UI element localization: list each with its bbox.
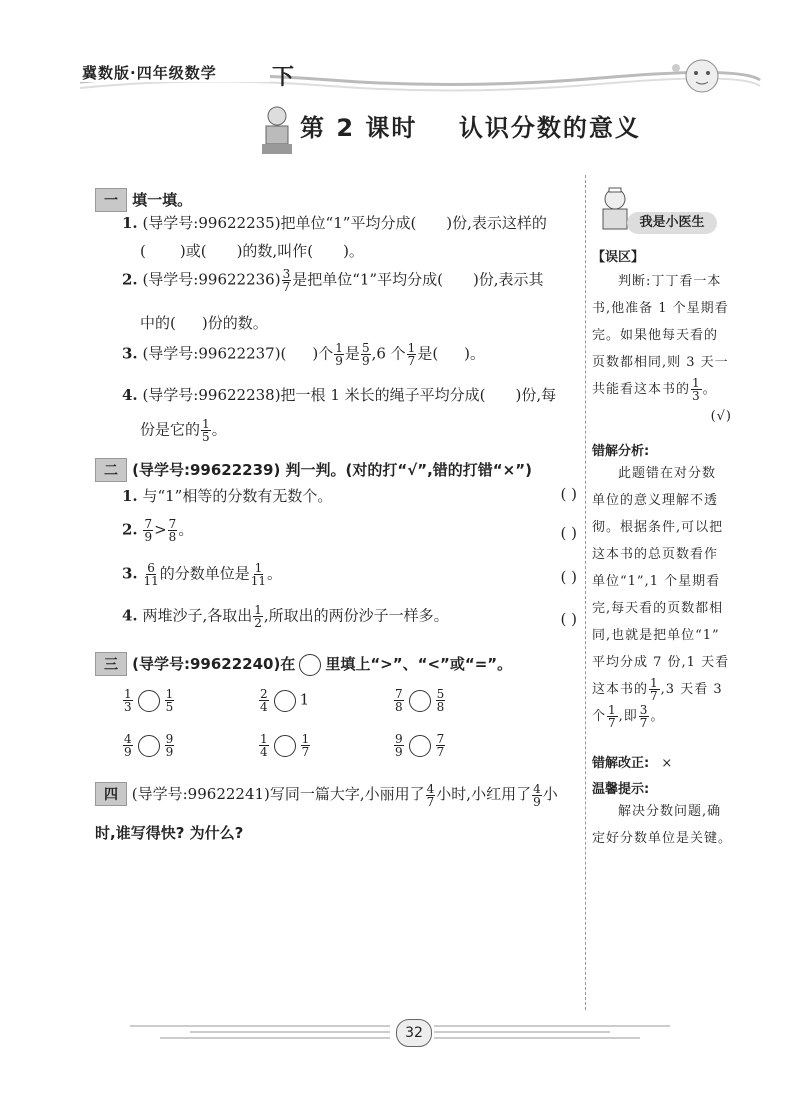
numerator: 9	[165, 732, 174, 746]
s2-q3-end: 。	[267, 564, 283, 583]
s2-q1	[122, 485, 577, 506]
s1-q3-text-d: ,6 个	[371, 344, 406, 363]
numerator: 1	[254, 561, 263, 575]
s1-q4-text-d: 。	[211, 420, 227, 439]
s2-q4-num: 4.	[122, 606, 138, 625]
s2-q2	[122, 518, 577, 543]
s2-q3-num: 3.	[122, 564, 138, 583]
s1-q3-line	[122, 342, 485, 367]
tip-head: 温馨提示:	[592, 782, 650, 797]
s4-text-b: 小时,小红用了	[436, 785, 532, 803]
numerator: 7	[436, 732, 445, 746]
denominator: 5	[165, 700, 174, 714]
fraction	[259, 688, 269, 713]
numerator: 1	[165, 687, 174, 701]
tip-line: 解决分数问题,确	[618, 804, 722, 819]
denominator: 4	[260, 745, 268, 759]
problem-text: 共能看这本书的	[592, 382, 691, 397]
answer-circle[interactable]	[409, 690, 431, 712]
analysis-line: 单位“1”,1 个星期看	[592, 574, 721, 589]
analysis-text: ,3 天看 3	[660, 682, 723, 697]
s1-q3-num: 3.	[122, 344, 138, 363]
s1-q2-line1	[122, 268, 544, 293]
section-4-tag: 四	[95, 782, 127, 806]
denominator: 11	[250, 574, 267, 588]
s2-q4-text-b: ,所取出的两份沙子一样多。	[263, 606, 449, 625]
fraction	[649, 677, 660, 702]
numerator: 1	[254, 603, 262, 617]
denominator: 7	[301, 745, 310, 759]
problem-line: 判断:丁丁看一本	[618, 274, 722, 289]
s3-item-6	[393, 733, 446, 758]
fraction	[426, 783, 436, 808]
s1-q4-line1	[122, 384, 556, 405]
denominator: 9	[165, 745, 174, 759]
s1-q3-text-b: )个	[312, 344, 334, 363]
sidebar-label: 我是小医生	[627, 212, 717, 234]
fraction	[691, 377, 702, 402]
fraction	[282, 268, 292, 293]
sidebar-tip	[592, 798, 732, 852]
s1-q4-text-b: )份,每	[515, 386, 557, 404]
fraction	[143, 562, 158, 587]
fraction	[334, 342, 344, 367]
s1-q2-text-d: 中的(	[140, 314, 176, 332]
analysis-line: 单位的意义理解不透	[592, 493, 719, 508]
section-3-title-a: (导学号:99622240)在	[132, 655, 296, 673]
correction-row	[592, 752, 672, 771]
s1-q2-text-a: (导学号:99622236)	[142, 270, 281, 289]
circle-icon	[299, 654, 321, 676]
whole-number: 1	[299, 690, 310, 709]
analysis-line: 此题错在对分数	[618, 466, 717, 481]
s2-q3	[122, 562, 577, 587]
denominator: 7	[426, 794, 435, 809]
page-number: 32	[396, 1019, 432, 1047]
column-divider	[585, 175, 586, 1010]
s1-q3-text-g: )。	[464, 344, 486, 363]
s1-q1-num: 1.	[122, 214, 138, 232]
fraction	[168, 518, 178, 543]
wrong-area-head: 【误区】	[592, 250, 645, 265]
s2-q1-text: 与“1”相等的分数有无数个。	[142, 487, 333, 505]
analysis-line: 彻。根据条件,可以把	[592, 520, 724, 535]
s1-q2-num: 2.	[122, 270, 138, 289]
fraction	[532, 783, 542, 808]
fraction	[123, 688, 133, 713]
fraction	[251, 562, 266, 587]
s2-q3-text: 的分数单位是	[159, 564, 250, 583]
sidebar-analysis	[592, 460, 732, 730]
denominator: 3	[692, 389, 701, 403]
fraction	[165, 733, 175, 758]
section-2-header	[95, 458, 532, 482]
numerator: 9	[395, 732, 403, 746]
s3-item-4	[122, 733, 175, 758]
answer-paren: ( )	[560, 524, 577, 542]
answer-paren: ( )	[560, 610, 577, 628]
numerator: 7	[144, 517, 153, 531]
lesson-title: 第 2 课时 认识分数的意义	[300, 114, 641, 142]
s1-q2-text-b: 是把单位“1”平均分成(	[292, 270, 443, 289]
sidebar-problem	[592, 268, 732, 430]
s2-q2-end: 。	[178, 520, 194, 539]
operator: >	[154, 520, 167, 539]
fraction	[639, 704, 650, 729]
fraction	[407, 342, 417, 367]
fraction	[436, 733, 446, 758]
s1-q1-text-d: )或(	[179, 242, 207, 260]
denominator: 5	[202, 430, 210, 444]
denominator: 8	[436, 700, 445, 714]
edition-label: 冀数版·四年级数学	[82, 64, 217, 82]
denominator: 7	[650, 689, 659, 703]
s1-q1-text-b: )份,表示这样的	[446, 214, 547, 232]
denominator: 4	[260, 700, 268, 714]
s1-q1-text-a: (导学号:99622235)把单位“1”平均分成(	[142, 214, 417, 232]
denominator: 3	[124, 700, 132, 714]
fraction	[201, 418, 211, 443]
s1-q2-text-e: )份的数。	[201, 314, 268, 332]
section-1-title: 填一填。	[132, 191, 193, 209]
section-4-line2: 时,谁写得快? 为什么?	[95, 824, 244, 842]
denominator: 9	[335, 354, 343, 368]
s1-q1-text-f: )。	[343, 242, 364, 260]
numerator: 4	[533, 781, 541, 796]
s3-item-2	[258, 688, 309, 713]
s1-q1-line1	[122, 212, 547, 233]
s1-q3-text-a: (导学号:99622237)(	[142, 344, 287, 363]
numerator: 1	[124, 687, 132, 701]
fraction	[165, 688, 175, 713]
numerator: 1	[692, 376, 701, 390]
numerator: 7	[168, 517, 177, 531]
analysis-text: 。	[650, 709, 665, 724]
problem-text: 。	[702, 382, 717, 397]
s2-q2-num: 2.	[122, 520, 138, 539]
correction-head: 错解改正:	[592, 756, 650, 771]
fraction	[259, 733, 269, 758]
s4-text-a: (导学号:99622241)写同一篇大字,小丽用了	[131, 785, 425, 803]
answer-circle[interactable]	[274, 735, 296, 757]
analysis-text: 这本书的	[592, 682, 649, 697]
numerator: 1	[650, 676, 659, 690]
s3-item-3	[393, 688, 446, 713]
denominator: 9	[361, 354, 370, 368]
s1-q4-text-a: (导学号:99622238)把一根 1 米长的绳子平均分成(	[142, 386, 486, 404]
denominator: 7	[436, 745, 445, 759]
section-3-header	[95, 652, 512, 676]
denominator: 8	[168, 530, 177, 544]
problem-line: 书,他准备 1 个星期看	[592, 301, 729, 316]
section-1-header	[95, 188, 192, 212]
section-2-tag: 二	[95, 458, 127, 482]
fraction	[436, 688, 446, 713]
answer-circle[interactable]	[138, 690, 160, 712]
s1-q4-line2	[140, 418, 227, 443]
numerator: 5	[436, 687, 445, 701]
mascot-icon	[668, 48, 728, 98]
numerator: 3	[639, 703, 649, 717]
teacher-icon	[258, 104, 296, 156]
numerator: 3	[282, 267, 291, 281]
s2-q4-text-a: 两堆沙子,各取出	[142, 606, 253, 625]
s3-item-5	[258, 733, 311, 758]
section-1-tag: 一	[95, 188, 127, 212]
numerator: 5	[361, 341, 370, 355]
volume-label: 下	[272, 65, 295, 90]
denominator: 7	[639, 716, 649, 730]
answer-circle[interactable]	[409, 735, 431, 757]
s1-q3-text-c: 是	[344, 344, 360, 363]
answer-paren: ( )	[560, 485, 577, 503]
s1-q3-text-e: 是(	[417, 344, 439, 363]
correction-mark: ×	[661, 756, 673, 771]
judgement-mark: (√)	[710, 409, 732, 424]
s1-q1-text-e: )的数,叫作(	[236, 242, 314, 260]
problem-line: 页数都相同,则 3 天一	[592, 355, 729, 370]
analysis-line: 平均分成 7 份,1 天看	[592, 655, 730, 670]
numerator: 7	[395, 687, 403, 701]
numerator: 1	[335, 341, 343, 355]
fraction	[143, 518, 153, 543]
section-3-title-b: 里填上“>”、“<”或“=”。	[325, 655, 513, 673]
s1-q2-text-c: )份,表示其	[472, 270, 544, 289]
analysis-line: 完,每天看的页数都相	[592, 601, 724, 616]
s1-q4-num: 4.	[122, 386, 138, 404]
answer-circle[interactable]	[138, 735, 160, 757]
problem-line: 完。如果他每天看的	[592, 328, 719, 343]
numerator: 1	[608, 703, 617, 717]
analysis-head: 错解分析:	[592, 444, 650, 459]
fraction	[607, 704, 618, 729]
s3-item-1	[122, 688, 175, 713]
numerator: 4	[426, 781, 435, 796]
numerator: 1	[260, 732, 268, 746]
analysis-text: ,即	[618, 709, 638, 724]
fraction	[394, 688, 404, 713]
numerator: 4	[124, 732, 132, 746]
denominator: 7	[608, 716, 617, 730]
section-3-tag: 三	[95, 652, 127, 676]
analysis-line: 这本书的总页数看作	[592, 547, 719, 562]
s1-q1-line2	[140, 240, 364, 261]
numerator: 1	[407, 341, 416, 355]
tip-line: 定好分数单位是关键。	[592, 831, 733, 846]
analysis-line: 同,也就是把单位“1”	[592, 628, 720, 643]
numerator: 2	[260, 687, 268, 701]
denominator: 9	[533, 794, 541, 809]
fraction	[301, 733, 311, 758]
fraction	[253, 604, 263, 629]
denominator: 2	[254, 616, 262, 630]
analysis-line	[592, 676, 732, 703]
s1-q1-text-c: (	[140, 242, 146, 260]
denominator: 9	[395, 745, 403, 759]
s1-q2-line2	[140, 312, 268, 333]
analysis-text: 个	[592, 709, 607, 724]
section-2-title: (导学号:99622239) 判一判。(对的打“√”,错的打错“×”)	[132, 461, 532, 479]
answer-circle[interactable]	[274, 690, 296, 712]
denominator: 11	[143, 574, 159, 588]
numerator: 1	[202, 417, 210, 431]
numerator: 1	[301, 732, 310, 746]
answer-paren: ( )	[560, 568, 577, 586]
numerator: 6	[147, 561, 155, 575]
analysis-line	[592, 703, 732, 730]
denominator: 7	[407, 354, 416, 368]
problem-line	[592, 376, 732, 403]
fraction	[394, 733, 404, 758]
s2-q1-num: 1.	[122, 487, 138, 505]
s2-q4	[122, 604, 577, 629]
fraction	[361, 342, 371, 367]
s1-q4-text-c: 份是它的	[140, 420, 201, 439]
fraction	[123, 733, 133, 758]
s4-text-c: 小	[542, 785, 558, 803]
denominator: 9	[124, 745, 132, 759]
denominator: 7	[282, 280, 291, 294]
section-4-line1	[95, 782, 558, 808]
denominator: 8	[395, 700, 403, 714]
denominator: 9	[144, 530, 153, 544]
